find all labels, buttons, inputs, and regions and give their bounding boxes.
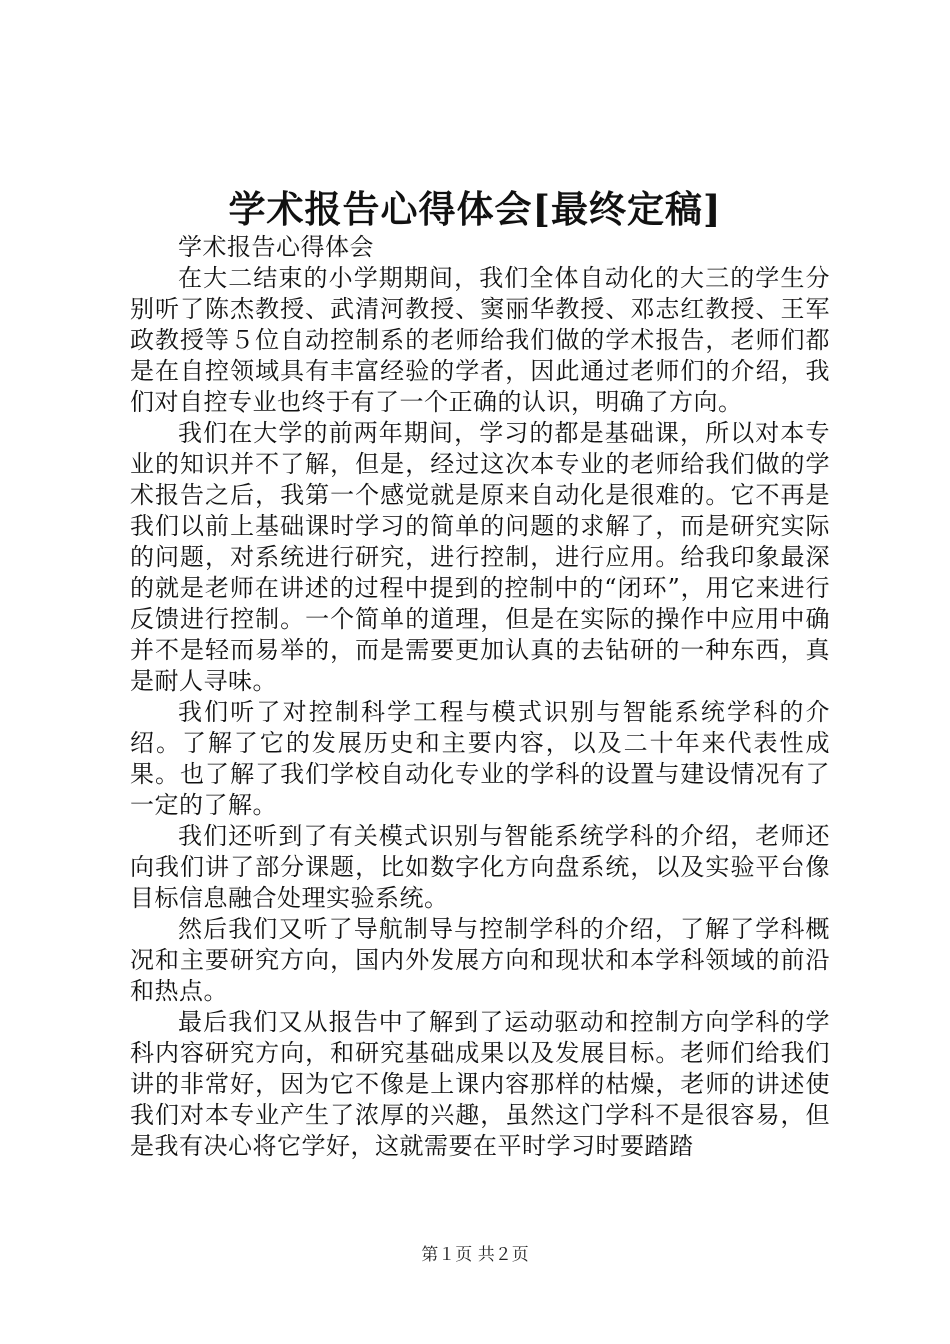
paragraph: 在大二结束的小学期期间，我们全体自动化的大三的学生分别听了陈杰教授、武清河教授、窦丽华教授、邓志红教授、王军政教授等５位自动控制系的老师给我们做的学术报告，老师们都是在自控领域具有丰富经验的学者，因此通过老师们的介绍，我们对自控专业也终于有了一个正确的认识，明确了方向。	[130, 264, 830, 416]
page-number-footer: 第１页 共２页	[421, 1245, 529, 1265]
paragraph: 我们还听到了有关模式识别与智能系统学科的介绍，老师还向我们讲了部分课题，比如数字化方向盘系统，以及实验平台像目标信息融合处理实验系统。	[130, 822, 830, 912]
paragraph: 我们在大学的前两年期间，学习的都是基础课，所以对本专业的知识并不了解，但是，经过这次本专业的老师给我们做的学术报告之后，我第一个感觉就是原来自动化是很难的。它不再是我们以前上基础课时学习的简单的问题的求解了，而是研究实际的问题，对系统进行研究，进行控制，进行应用。给我印象最深的就是老师在讲述的过程中提到的控制中的“闭环”，用它来进行反馈进行控制。一个简单的道理，但是在实际的操作中应用中确并不是轻而易举的，而是需要更加认真的去钻研的一种东西，真是耐人寻味。	[130, 419, 830, 695]
paragraph-subtitle: 学术报告心得体会	[178, 233, 374, 261]
paragraph: 我们听了对控制科学工程与模式识别与智能系统学科的介绍。了解了它的发展历史和主要内容，以及二十年来代表性成果。也了解了我们学校自动化专业的学科的设置与建设情况有了一定的了解。	[130, 698, 830, 819]
paragraph: 然后我们又听了导航制导与控制学科的介绍，了解了学科概况和主要研究方向，国内外发展方向和现状和本学科领域的前沿和热点。	[130, 915, 830, 1005]
paragraph: 最后我们又从报告中了解到了运动驱动和控制方向学科的学科内容研究方向，和研究基础成果以及发展目标。老师们给我们讲的非常好，因为它不像是上课内容那样的枯燥，老师的讲述使我们对本专业产生了浓厚的兴趣，虽然这门学科不是很容易，但是我有决心将它学好，这就需要在平时学习时要踏踏	[130, 1008, 830, 1160]
document-title: 学术报告心得体会[最终定稿]	[228, 187, 722, 231]
document-body	[130, 232, 830, 1162]
